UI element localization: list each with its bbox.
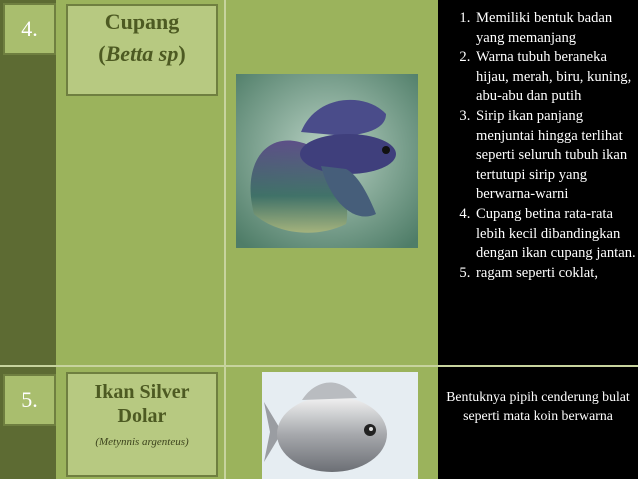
fish-scientific-name: (Metynnis argenteus) bbox=[95, 436, 189, 448]
list-item: 1. Memiliki bentuk badan yang memanjang bbox=[474, 9, 638, 48]
row-number-box bbox=[3, 3, 56, 55]
fish-name: Ikan Silver bbox=[94, 381, 190, 403]
fish-name-line2: Dolar bbox=[117, 405, 167, 427]
silver-dollar-fish-photo bbox=[262, 372, 418, 479]
row-5-description bbox=[438, 367, 638, 479]
silver-dollar-fish-icon bbox=[262, 372, 418, 479]
fish-traits-list bbox=[438, 9, 638, 283]
fish-description: Bentuknya pipih cenderung bulat seperti mata koin berwarna bbox=[446, 389, 630, 423]
fish-name-box bbox=[66, 4, 218, 96]
row-4-description bbox=[438, 0, 638, 365]
list-item: 4. Cupang betina rata-rata lebih kecil dibandingkan dengan ikan cupang jantan. bbox=[474, 205, 638, 264]
column-divider bbox=[224, 0, 226, 479]
betta-fish-icon bbox=[236, 74, 418, 248]
row-number: 5. bbox=[21, 387, 38, 412]
list-item: 5. ragam seperti coklat, bbox=[474, 264, 638, 284]
list-item: 3. Sirip ikan panjang menjuntai hingga terlihat seperti seluruh tubuh ikan tertutupi sirip yang berwarna-warni bbox=[474, 107, 638, 205]
fish-name-box bbox=[66, 372, 218, 477]
row-number-box bbox=[3, 374, 56, 426]
betta-fish-photo bbox=[236, 74, 418, 248]
list-item: 2. Warna tubuh beraneka hijau, merah, biru, kuning, abu-abu dan putih bbox=[474, 48, 638, 107]
fish-name: Cupang bbox=[104, 9, 180, 34]
fish-scientific-name: (Betta sp) bbox=[98, 41, 186, 66]
row-number: 4. bbox=[21, 16, 38, 41]
